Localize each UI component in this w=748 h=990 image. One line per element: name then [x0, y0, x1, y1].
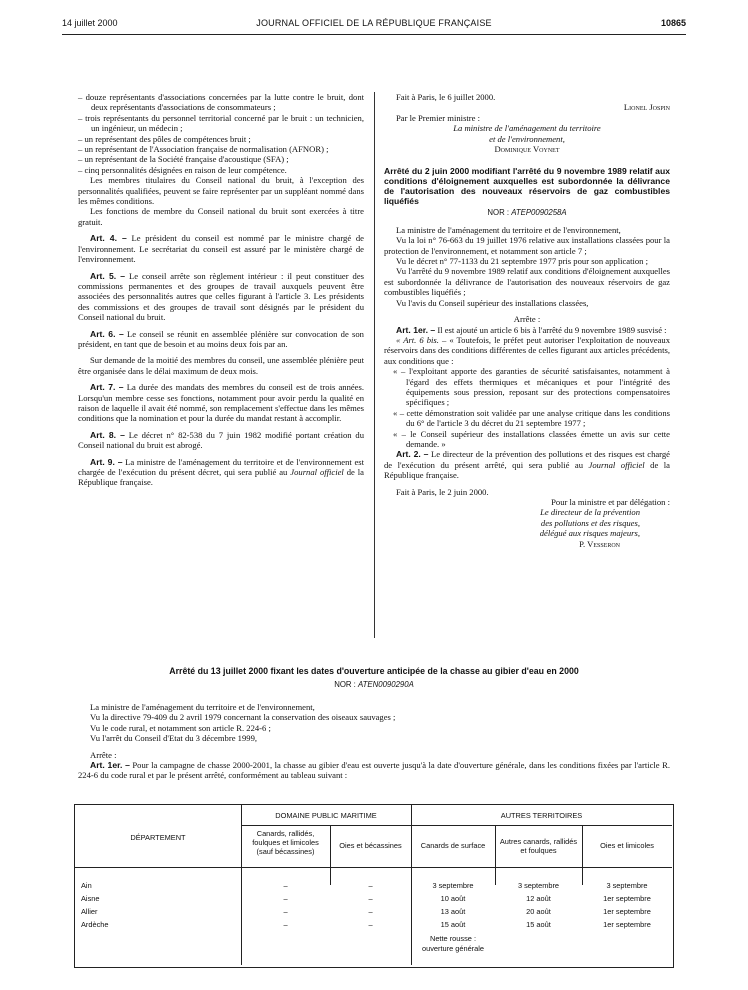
paragraph: Les membres titulaires du Conseil national du bruit, à l'exception des personnalités qualifiées, peuvent se faire représenter par un suppléant nommé dans les mêmes conditions. — [78, 175, 364, 207]
table-cell: – — [283, 894, 288, 903]
table-cell: – — [368, 907, 373, 916]
quoted-item: « – le Conseil supérieur des installations classées émette un avis sur cette demande. » — [393, 428, 670, 449]
quoted-article-label: « Art. 6 bis. – — [396, 334, 450, 345]
nor-code: ATEN0090290A — [358, 680, 414, 689]
table-cell: 15 août — [440, 920, 466, 929]
article-1 — [78, 760, 670, 781]
table-cell: – — [283, 920, 288, 929]
article-text: de la République française. — [78, 467, 364, 488]
header-col1: Canards, rallidés, foulques et limicoles (sauf bécassines) — [252, 829, 319, 856]
table-cell: 1er septembre — [603, 894, 651, 903]
signatory-title: délégué aux risques majeurs, — [539, 528, 640, 539]
article-label: Art. 4. – — [90, 233, 127, 244]
list-item: – douze représentants d'associations concernées par la lutte contre le bruit, dont deux représentants d'associations de consommateurs ; — [78, 92, 364, 113]
table-note: ouverture générale — [421, 944, 485, 953]
article-label: Art. 7. – — [90, 382, 124, 393]
ministre-title: La ministre de l'aménagement du territoire — [453, 123, 601, 134]
table-cell-departement: Ardèche — [81, 920, 109, 929]
visa: La ministre de l'aménagement du territoire et de l'environnement, — [90, 702, 315, 712]
paragraph: Sur demande de la moitié des membres du conseil, une assemblée plénière peut être organisée dans le délai maximum de deux mois. — [78, 355, 364, 376]
article-text: Il est ajouté un article 6 bis à l'arrêté du 9 novembre 1989 susvisé : — [435, 324, 667, 335]
table-row — [75, 881, 673, 894]
left-column — [78, 92, 364, 488]
article-2 — [384, 449, 670, 480]
header-col5: Oies et limicoles — [600, 841, 654, 850]
nor-label: NOR : — [487, 208, 512, 218]
table-cell-departement: Aisne — [81, 894, 100, 903]
header-rule — [62, 34, 686, 35]
signatory-title: des pollutions et des risques, — [540, 517, 640, 528]
article-label: Art. 9. – — [90, 456, 123, 467]
visa: Vu la directive 79-409 du 2 avril 1979 concernant la conservation des oiseaux sauvages ; — [90, 712, 396, 723]
arrete-label: Arrête : — [513, 314, 541, 325]
table-cell: – — [283, 907, 288, 916]
visa: Vu l'avis du Conseil supérieur des installations classées, — [396, 297, 589, 308]
table-cell: – — [368, 881, 373, 890]
header-col2: Oies et bécassines — [339, 841, 402, 850]
bottom-body — [78, 702, 670, 781]
quoted-article-text: « Toutefois, le préfet peut autoriser l'exploitation de nouveaux réservoirs dans des conditions différentes de celles figurant aux articles précédents, aux conditions que : — [384, 334, 670, 366]
visa: Vu la loi n° 76-663 du 19 juillet 1976 relative aux installations classées pour la protection de l'environnement, et notamment son article 7 ; — [384, 235, 670, 256]
signature: Dominique Voynet — [494, 144, 560, 155]
article-text: La durée des mandats des membres du conseil est de trois années. Lorsqu'un membre cesse ses fonctions, notamment pour avoir perdu la qualité en raison de laquelle il avait été nommé, son remplacement s'effectue dans les mêmes conditions que la nomination et pour la durée du mandat restant à accomplir. — [78, 382, 364, 424]
header-col4: Autres canards, rallidés et foulques — [499, 837, 578, 855]
list-item: – un représentant de la Société française d'acoustique (SFA) ; — [78, 154, 289, 165]
table-cell: 1er septembre — [603, 907, 651, 916]
journal-officiel-ref: Journal officiel — [290, 467, 344, 477]
table-cell: 3 septembre — [606, 881, 648, 890]
arrete-label: Arrête : — [90, 749, 117, 760]
arrete-13-juillet-title: Arrêté du 13 juillet 2000 fixant les dates d'ouverture anticipée de la chasse au gibier d'eau en 2000 — [169, 666, 579, 676]
article-text: Le président du conseil est nommé par le ministre chargé de l'environnement. Le secrétariat du conseil est assuré par le ministère chargé de l'environnement. — [78, 233, 364, 265]
article-text: Le conseil se réunit en assemblée plénière sur convocation de son président, en tant que de besoin et au moins deux fois par an. — [78, 328, 364, 349]
list-item: – trois représentants du personnel territorial concerné par le bruit : un technicien, un ingénieur, un médecin ; — [78, 112, 364, 134]
article-9 — [78, 457, 364, 488]
article-label: Art. 1er. – — [396, 324, 436, 335]
article-5 — [78, 271, 364, 323]
list-item: – un représentant des pôles de compétences bruit ; — [78, 133, 251, 144]
article-4 — [78, 233, 364, 264]
nor-reference — [62, 680, 686, 689]
list-item: – un représentant de l'Association française de normalisation (AFNOR) ; — [78, 144, 329, 155]
visa: La ministre de l'aménagement du territoire et de l'environnement, — [396, 224, 621, 235]
delegation: Pour la ministre et par délégation : — [551, 497, 670, 507]
paragraph: Les fonctions de membre du Conseil national du bruit sont exercées à titre gratuit. — [78, 206, 364, 227]
page-number: 10865 — [660, 18, 686, 28]
table-cell: – — [368, 920, 373, 929]
table-cell-departement: Allier — [81, 907, 98, 916]
table-cell: 12 août — [526, 894, 551, 903]
journal-title: JOURNAL OFFICIEL DE LA RÉPUBLIQUE FRANÇAISE — [256, 18, 492, 28]
article-label: Art. 5. – — [90, 270, 126, 281]
signature: Lionel Jospin — [623, 102, 670, 113]
nor-code: ATEP0090258A — [511, 208, 567, 218]
visa: Vu l'arrêt du Conseil d'Etat du 3 décembre 1999, — [90, 733, 258, 744]
arrete-title: Arrêté du 2 juin 2000 modifiant l'arrêté du 9 novembre 1989 relatif aux conditions d'éloignement auxquelles est subordonnée la délivrance de l'autorisation des nouveaux réservoirs de gaz combustibles liquéfiés — [384, 166, 670, 207]
nor-label: NOR : — [334, 680, 359, 689]
par-premier-ministre: Par le Premier ministre : — [396, 112, 481, 123]
table-cell: 20 août — [526, 907, 551, 916]
table-cell: 3 septembre — [432, 881, 474, 890]
header-departement: DÉPARTEMENT — [130, 833, 186, 842]
article-text: Le décret n° 82-538 du 7 juin 1982 modifié portant création du Conseil national du bruit est abrogé. — [78, 429, 364, 451]
journal-officiel-ref: Journal officiel — [588, 459, 645, 470]
quoted-item: « – l'exploitant apporte des garanties de sécurité satisfaisantes, notamment à l'égard des effets thermiques et mécaniques et pour l'intégrité des équipements sous pression, reposant sur des protections compensatoires spécifiques ; — [393, 366, 670, 408]
table-row — [75, 894, 673, 907]
signature: P. Vesseron — [579, 538, 620, 549]
article-label: Art. 6. – — [90, 328, 124, 339]
visa: Vu l'arrêté du 9 novembre 1989 relatif aux conditions d'éloignement auxquelles est subordonnée la délivrance de l'autorisation des nouveaux réservoirs de gaz combustibles liquéfiés ; — [384, 266, 670, 298]
list-item: – cinq personnalités désignées en raison de leur compétence. — [78, 164, 287, 175]
fait-a-paris: Fait à Paris, le 6 juillet 2000. — [396, 92, 496, 102]
table-rule — [582, 825, 583, 885]
header-group-autres: AUTRES TERRITOIRES — [500, 811, 583, 820]
article-label: Art. 1er. – — [90, 760, 130, 771]
table-row — [75, 907, 673, 920]
fait-a-paris: Fait à Paris, le 2 juin 2000. — [396, 486, 489, 497]
table-cell: 10 août — [440, 894, 466, 903]
table-row — [75, 920, 673, 933]
article-label: Art. 2. – — [396, 449, 429, 460]
signatory-title: Le directeur de la prévention — [540, 507, 640, 518]
visa: Vu le code rural, et notamment son article R. 224-6 ; — [90, 722, 271, 733]
table-rule — [495, 825, 496, 885]
header-date: 14 juillet 2000 — [62, 18, 118, 28]
article-8 — [78, 430, 364, 451]
quoted-article — [384, 335, 670, 366]
page-header — [62, 18, 686, 32]
table-note: Nette rousse : — [429, 934, 476, 943]
article-6 — [78, 329, 364, 350]
table-rule — [241, 825, 672, 826]
table-rule — [75, 867, 672, 868]
table-cell-departement: Ain — [81, 881, 92, 890]
chasse-table — [74, 804, 674, 968]
article-text: La ministre de l'aménagement du territoire et de l'environnement est chargée de l'exécution du présent décret, qui sera publié au — [78, 456, 364, 477]
visa: Vu le décret n° 77-1133 du 21 septembre 1977 pris pour son application ; — [396, 256, 649, 267]
header-group-maritime: DOMAINE PUBLIC MARITIME — [275, 811, 377, 820]
table-cell: 13 août — [440, 907, 466, 916]
table-cell: 1er septembre — [603, 920, 651, 929]
table-cell: 3 septembre — [517, 881, 560, 890]
article-text: Le directeur de la prévention des pollutions et des risques est chargé de l'exécution du présent arrêté, qui sera publié au — [384, 449, 670, 470]
ministre-title: et de l'environnement, — [489, 133, 565, 144]
table-cell: 15 août — [526, 920, 551, 929]
right-column — [384, 92, 670, 549]
quoted-item: « – cette démonstration soit validée par une analyse critique dans les conditions du 6° de l'article 3 du décret du 21 septembre 1977 ; — [393, 407, 670, 429]
table-cell: – — [368, 894, 373, 903]
table-rule — [330, 825, 331, 885]
column-divider — [374, 92, 375, 638]
header-col3: Canards de surface — [420, 841, 486, 850]
article-text: Le conseil arrête son règlement intérieur : il peut constituer des commissions permanentes et des groupes de travail auxquels peuvent être associées des personnalités autres que celles figurant à l'article 3. Les présidents des commissions et des groupes de travail sont désignés par le président du Conseil national du bruit. — [78, 270, 364, 323]
article-7 — [78, 382, 364, 424]
table-cell: – — [283, 881, 288, 890]
nor-reference — [384, 208, 670, 218]
article-text: de la République française. — [384, 459, 670, 481]
article-text: Pour la campagne de chasse 2000-2001, la chasse au gibier d'eau est ouverte jusqu'à la date d'ouverture générale, dans les conditions fixées par l'article R. 224-6 du code rural et par le présent arrêté, conformément au tableau suivant : — [78, 760, 670, 781]
article-1 — [384, 325, 670, 335]
article-label: Art. 8. – — [90, 429, 125, 440]
